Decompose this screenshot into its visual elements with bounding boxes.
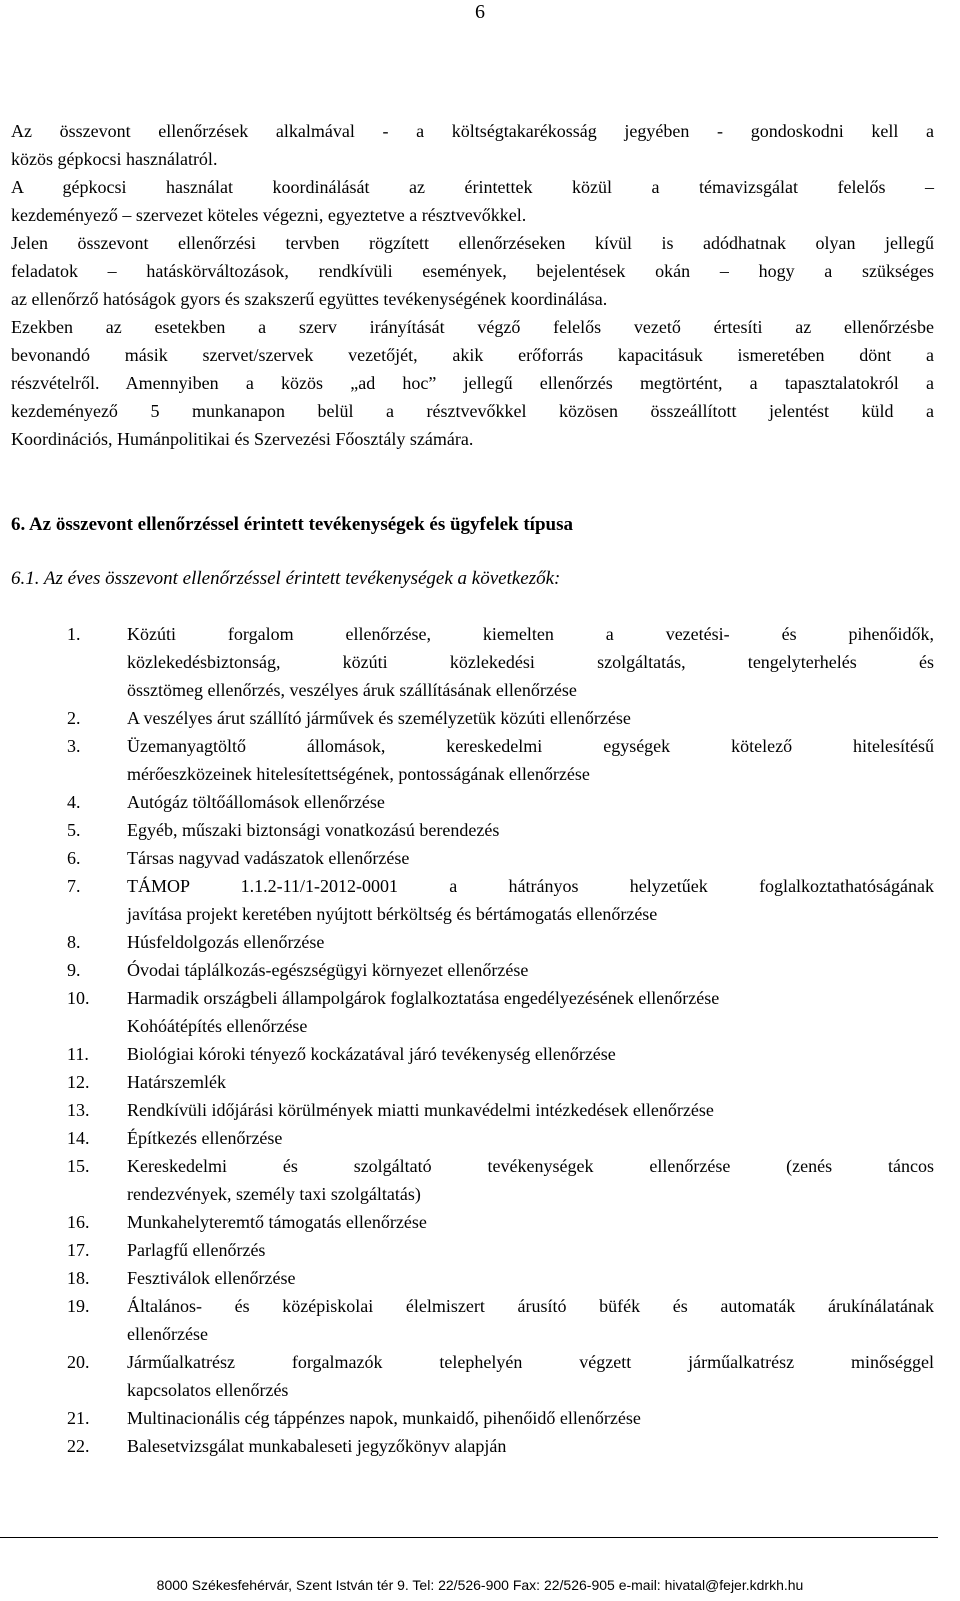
activity-list [11,620,934,1460]
list-item-line: Építkezés ellenőrzése [127,1128,283,1148]
list-item-line: Közúti forgalom ellenőrzése, kiemelten a vezetési- és pihenőidők, [127,624,934,644]
list-item [11,928,934,956]
list-item-number: 20. [67,1352,90,1372]
list-item [11,844,934,872]
list-item [11,620,934,704]
list-item-number: 9. [67,960,81,980]
list-item-line: Egyéb, műszaki biztonsági vonatkozású berendezés [127,820,500,840]
list-item-line: TÁMOP 1.1.2-11/1-2012-0001 a hátrányos helyzetűek foglalkoztathatóságának [127,876,934,896]
list-item-number: 2. [67,708,81,728]
list-item-number: 13. [67,1100,90,1120]
paragraph-line: A gépkocsi használat koordinálását az érintettek közül a témavizsgálat felelős – [11,177,934,197]
list-item [11,956,934,984]
list-item-line: Határszemlék [127,1072,226,1092]
subsection-heading: 6.1. Az éves összevont ellenőrzéssel érintett tevékenységek a következők: [11,568,561,589]
list-item-number: 5. [67,820,81,840]
list-item-line: Társas nagyvad vadászatok ellenőrzése [127,848,410,868]
list-item-number: 8. [67,932,81,952]
list-item [11,1152,934,1208]
list-item-number: 10. [67,988,90,1008]
paragraph-line: az ellenőrző hatóságok gyors és szakszerű együttes tevékenységének koordinálása. [11,289,608,309]
list-item-line: Rendkívüli időjárási körülmények miatti munkavédelmi intézkedések ellenőrzése [127,1100,714,1120]
list-item [11,1432,934,1460]
list-item [11,1264,934,1292]
list-item-number: 21. [67,1408,90,1428]
list-item-number: 16. [67,1212,90,1232]
paragraph-line: feladatok – hatáskörváltozások, rendkívüli események, bejelentések okán – hogy a szükséges [11,261,934,281]
paragraph-line: bevonandó másik szervet/szervek vezetőjét, akik erőforrás kapacitásuk ismeretében dönt a [11,345,934,365]
list-item [11,872,934,928]
list-item-line: Multinacionális cég táppénzes napok, munkaidő, pihenőidő ellenőrzése [127,1408,641,1428]
list-item-line: össztömeg ellenőrzés, veszélyes áruk szállításának ellenőrzése [127,680,577,700]
list-item-number: 1. [67,624,81,644]
list-item-line: Munkahelyteremtő támogatás ellenőrzése [127,1212,427,1232]
list-item [11,984,934,1040]
list-item-line: Húsfeldolgozás ellenőrzése [127,932,325,952]
list-item [11,1040,934,1068]
list-item-line: Óvodai táplálkozás-egészségügyi környezet ellenőrzése [127,960,529,980]
list-item-line: Kereskedelmi és szolgáltató tevékenységek ellenőrzése (zenés táncos [127,1156,934,1176]
list-item [11,1348,934,1404]
list-item-number: 17. [67,1240,90,1260]
section-heading: 6. Az összevont ellenőrzéssel érintett tevékenységek és ügyfelek típusa [11,514,573,535]
list-item-line: ellenőrzése [127,1324,208,1344]
list-item-line: javítása projekt keretében nyújtott bérköltség és bértámogatás ellenőrzése [127,904,658,924]
list-item-number: 7. [67,876,81,896]
paragraph-line: közös gépkocsi használatról. [11,149,218,169]
list-item-line: mérőeszközeinek hitelesítettségének, pontosságának ellenőrzése [127,764,590,784]
list-item [11,1096,934,1124]
list-item-line: Autógáz töltőállomások ellenőrzése [127,792,385,812]
list-item [11,704,934,732]
list-item [11,732,934,788]
paragraph-car-usage [11,117,934,229]
paragraph-line: Ezekben az esetekben a szerv irányítását végző felelős vezető értesíti az ellenőrzésbe [11,317,934,337]
list-item-number: 14. [67,1128,90,1148]
list-item-number: 6. [67,848,81,868]
page-number: 6 [475,1,485,23]
list-item [11,816,934,844]
list-item [11,1292,934,1348]
list-item-line: Általános- és középiskolai élelmiszert árusító büfék és automaták árukínálatának [127,1296,934,1316]
paragraph-line: Koordinációs, Humánpolitikai és Szervezési Főosztály számára. [11,429,474,449]
paragraph-line: Az összevont ellenőrzések alkalmával - a költségtakarékosság jegyében - gondoskodni kell a [11,121,934,141]
list-item-number: 22. [67,1436,90,1456]
list-item-number: 15. [67,1156,90,1176]
list-item-line: Üzemanyagtöltő állomások, kereskedelmi egységek kötelező hitelesítésű [127,736,934,756]
list-item [11,1236,934,1264]
paragraph-ad-hoc-inspections [11,229,934,453]
list-item-number: 18. [67,1268,90,1288]
list-item-line: Parlagfű ellenőrzés [127,1240,266,1260]
list-item-line: Járműalkatrész forgalmazók telephelyén végzett járműalkatrész minőséggel [127,1352,934,1372]
paragraph-line: kezdeményező 5 munkanapon belül a résztvevőkkel közösen összeállított jelentést küld a [11,401,934,421]
list-item [11,788,934,816]
list-item-line: közlekedésbiztonság, közúti közlekedési szolgáltatás, tengelyterhelés és [127,652,934,672]
footer-divider [0,1537,938,1538]
list-item-line: A veszélyes árut szállító járművek és személyzetük közúti ellenőrzése [127,708,631,728]
paragraph-line: Jelen összevont ellenőrzési tervben rögzített ellenőrzéseken kívül is adódhatnak olyan jellegű [11,233,934,253]
list-item [11,1124,934,1152]
list-item [11,1208,934,1236]
list-item-number: 3. [67,736,81,756]
footer-address: 8000 Székesfehérvár, Szent István tér 9. Tel: 22/526-900 Fax: 22/526-905 e-mail: hivatal@fejer.kdrkh.hu [156,1577,804,1593]
paragraph-line: kezdeményező – szervezet köteles végezni, egyeztetve a résztvevőkkel. [11,205,527,225]
list-item-line: Harmadik országbeli állampolgárok foglalkoztatása engedélyezésének ellenőrzése [127,988,720,1008]
list-item-number: 19. [67,1296,90,1316]
list-item-line: Fesztiválok ellenőrzése [127,1268,296,1288]
list-item [11,1404,934,1432]
list-item-line: kapcsolatos ellenőrzés [127,1380,289,1400]
list-item-number: 12. [67,1072,90,1092]
list-item [11,1068,934,1096]
list-item-line: rendezvények, személy taxi szolgáltatás) [127,1184,421,1204]
list-item-number: 11. [67,1044,89,1064]
list-item-line: Balesetvizsgálat munkabaleseti jegyzőkönyv alapján [127,1436,507,1456]
list-item-line: Kohóátépítés ellenőrzése [127,1016,308,1036]
list-item-number: 4. [67,792,81,812]
list-item-line: Biológiai kóroki tényező kockázatával járó tevékenység ellenőrzése [127,1044,616,1064]
paragraph-line: részvételről. Amennyiben a közös „ad hoc” jellegű ellenőrzés megtörtént, a tapasztalatokról a [11,373,934,393]
